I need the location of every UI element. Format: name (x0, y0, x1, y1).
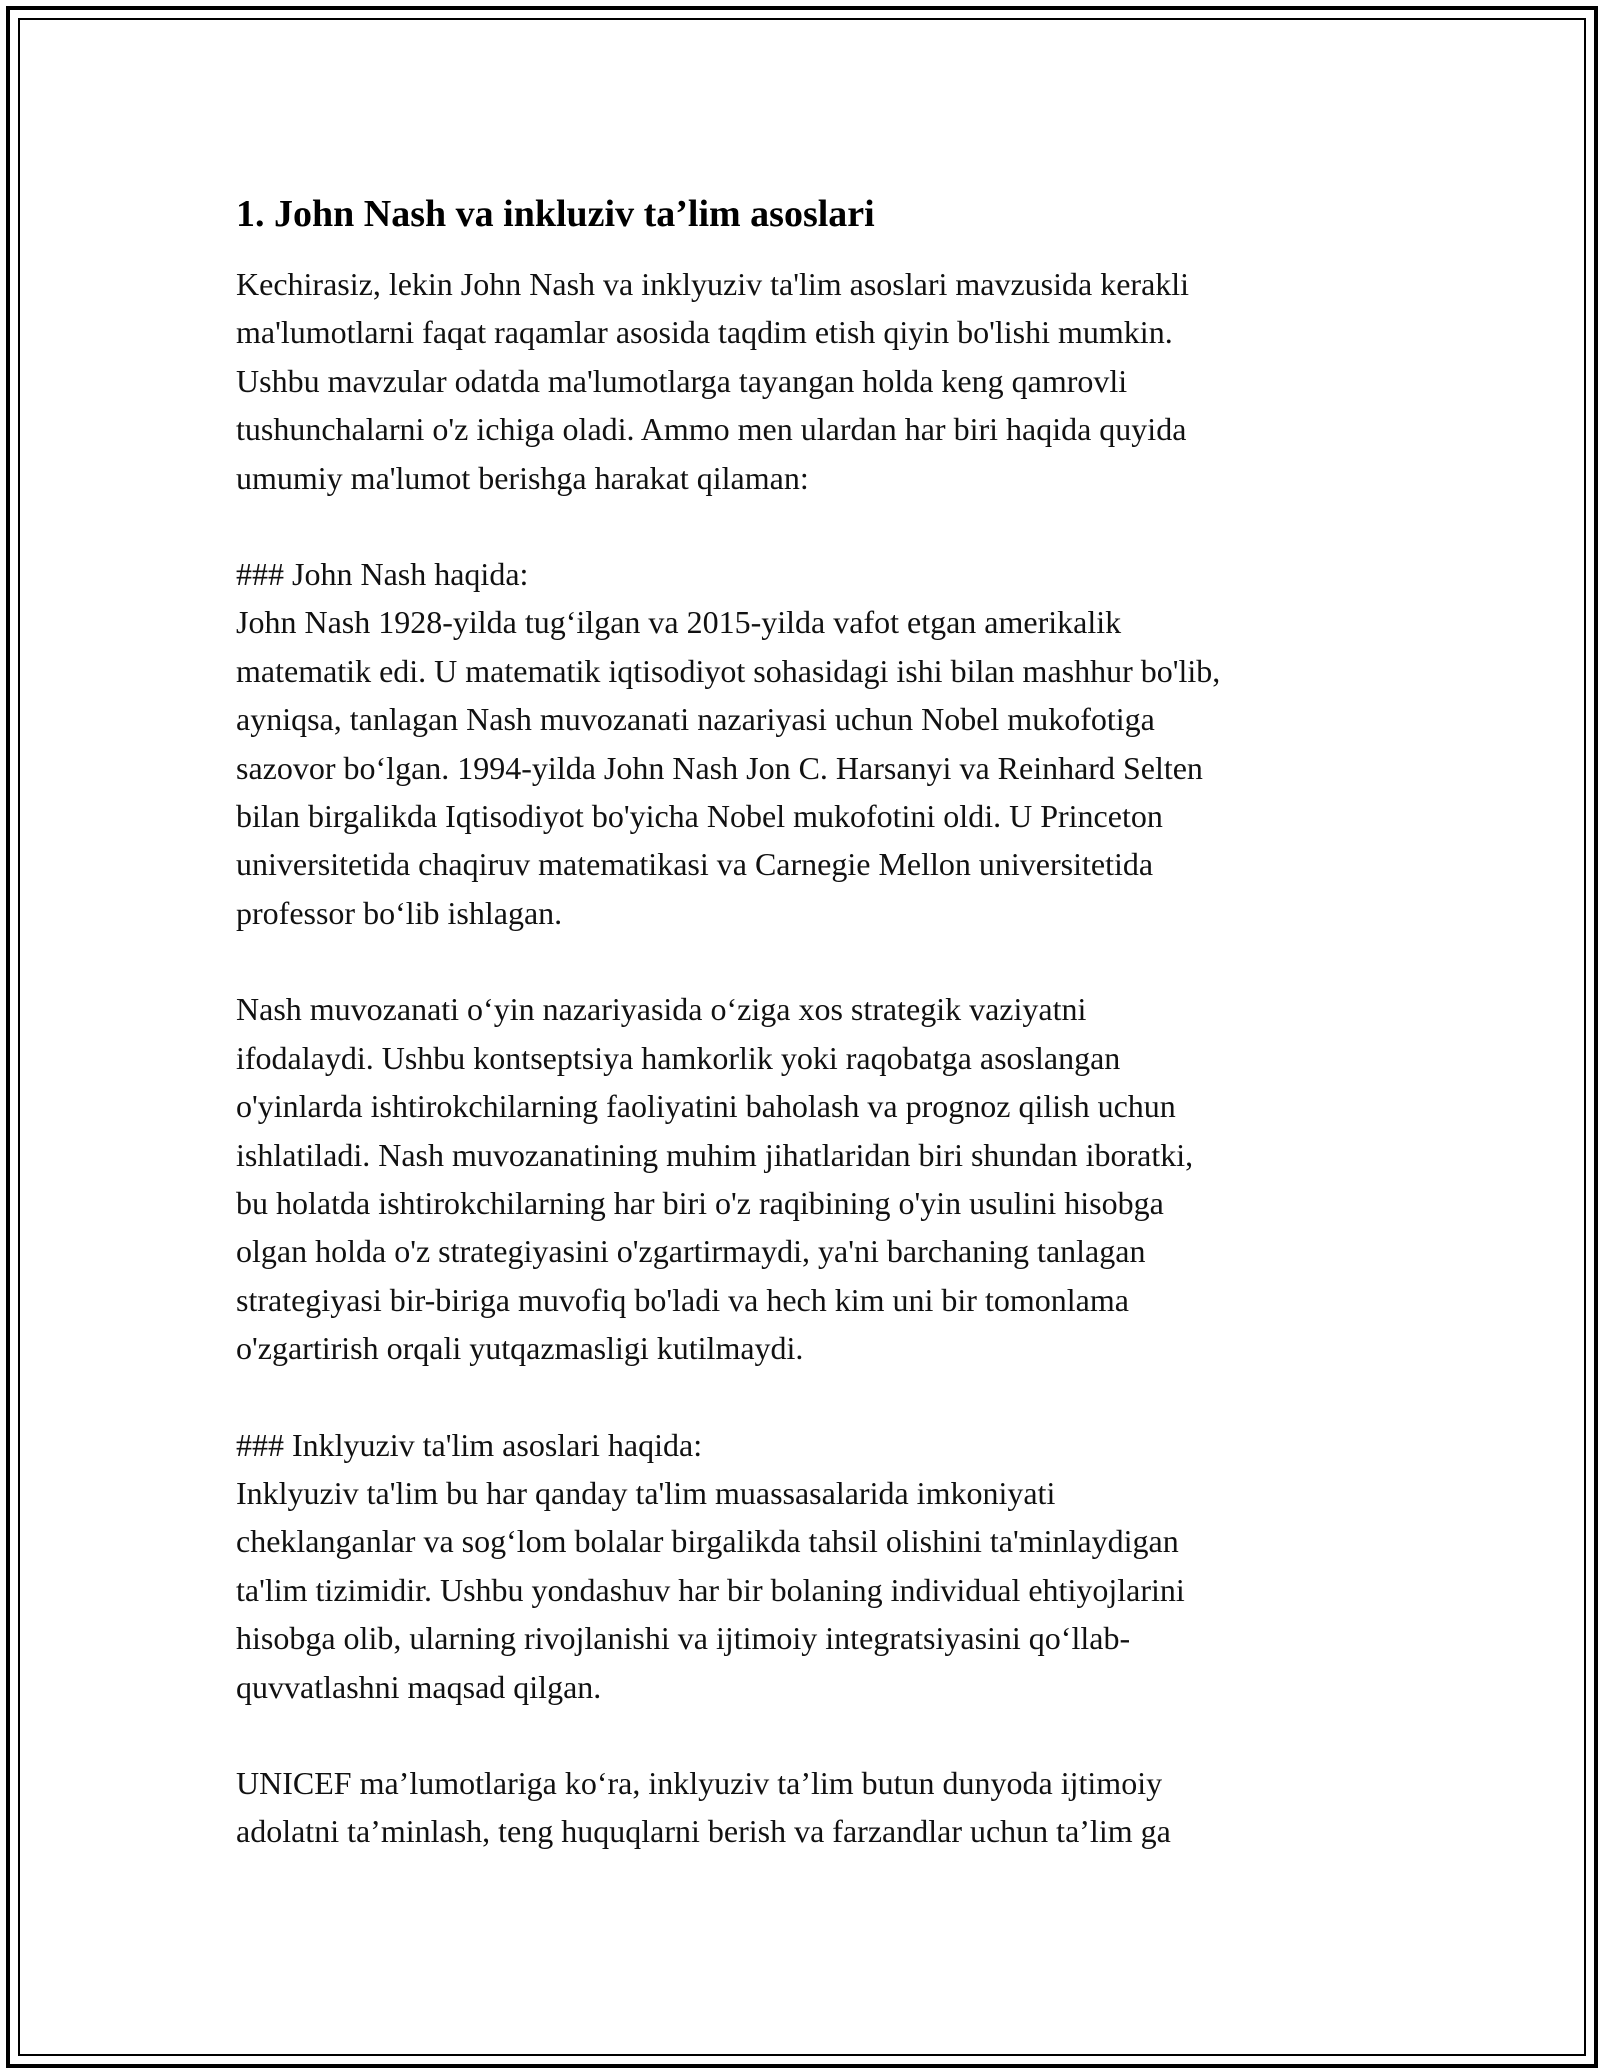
intro-paragraph: Kechirasiz, lekin John Nash va inklyuziv ta'lim asoslari mavzusida kerakli ma'lumotlarni faqat raqamlar asosida taqdim etish qiyin bo'lishi mumkin. Ushbu mavzular odatda ma'lumotlarga tayangan holda keng qamrovli tushunchalarni o'z ichiga oladi. Ammo men ulardan har biri haqida quyida umumiy ma'lumot berishga harakat qilaman: (236, 266, 1190, 496)
section-heading: 1. John Nash va inkluziv ta’lim asoslari (236, 193, 875, 235)
john-nash-paragraph: ### John Nash haqida: John Nash 1928-yilda tugʻilgan va 2015-yilda vafot etgan amerikalik matematik edi. U matematik iqtisodiyot sohasidagi ishi bilan mashhur bo'lib, ayniqsa, tanlagan Nash muvozanati nazariyasi uchun Nobel mukofotiga sazovor boʻlgan. 1994-yilda John Nash Jon C. Harsanyi va Reinhard Selten bilan birgalikda Iqtisodiyot bo'yicha Nobel mukofotini oldi. U Princeton universitetida chaqiruv matematikasi va Carnegie Mellon universitetida professor boʻlib ishlagan. (236, 556, 1221, 931)
nash-equilibrium-paragraph: Nash muvozanati oʻyin nazariyasida oʻziga xos strategik vaziyatni ifodalaydi. Ushbu kontseptsiya hamkorlik yoki raqobatga asoslangan o'yinlarda ishtirokchilarning faoliyatini baholash va prognoz qilish uchun ishlatiladi. Nash muvozanatining muhim jihatlaridan biri shundan iboratki, bu holatda ishtirokchilarning har biri o'z raqibining o'yin usulini hisobga olgan holda o'z strategiyasini o'zgartirmaydi, ya'ni barchaning tanlagan strategiyasi bir-biriga muvofiq bo'ladi va hech kim uni bir tomonlama o'zgartirish orqali yutqazmasligi kutilmaydi. (236, 991, 1194, 1367)
document-body (236, 186, 1396, 1856)
inclusive-education-paragraph: ### Inklyuziv ta'lim asoslari haqida: Inklyuziv ta'lim bu har qanday ta'lim muassasalarida imkoniyati cheklanganlar va sogʻlom bolalar birgalikda tahsil olishini ta'minlaydigan ta'lim tizimidir. Ushbu yondashuv har bir bolaning individual ehtiyojlarini hisobga olib, ularning rivojlanishi va ijtimoiy integratsiyasini qoʻllab- quvvatlashni maqsad qilgan. (236, 1426, 1185, 1705)
unicef-paragraph: UNICEF ma’lumotlariga koʻra, inklyuziv ta’lim butun dunyoda ijtimoiy adolatni ta’minlash, teng huquqlarni berish va farzandlar uchun ta’lim ga (236, 1764, 1171, 1850)
